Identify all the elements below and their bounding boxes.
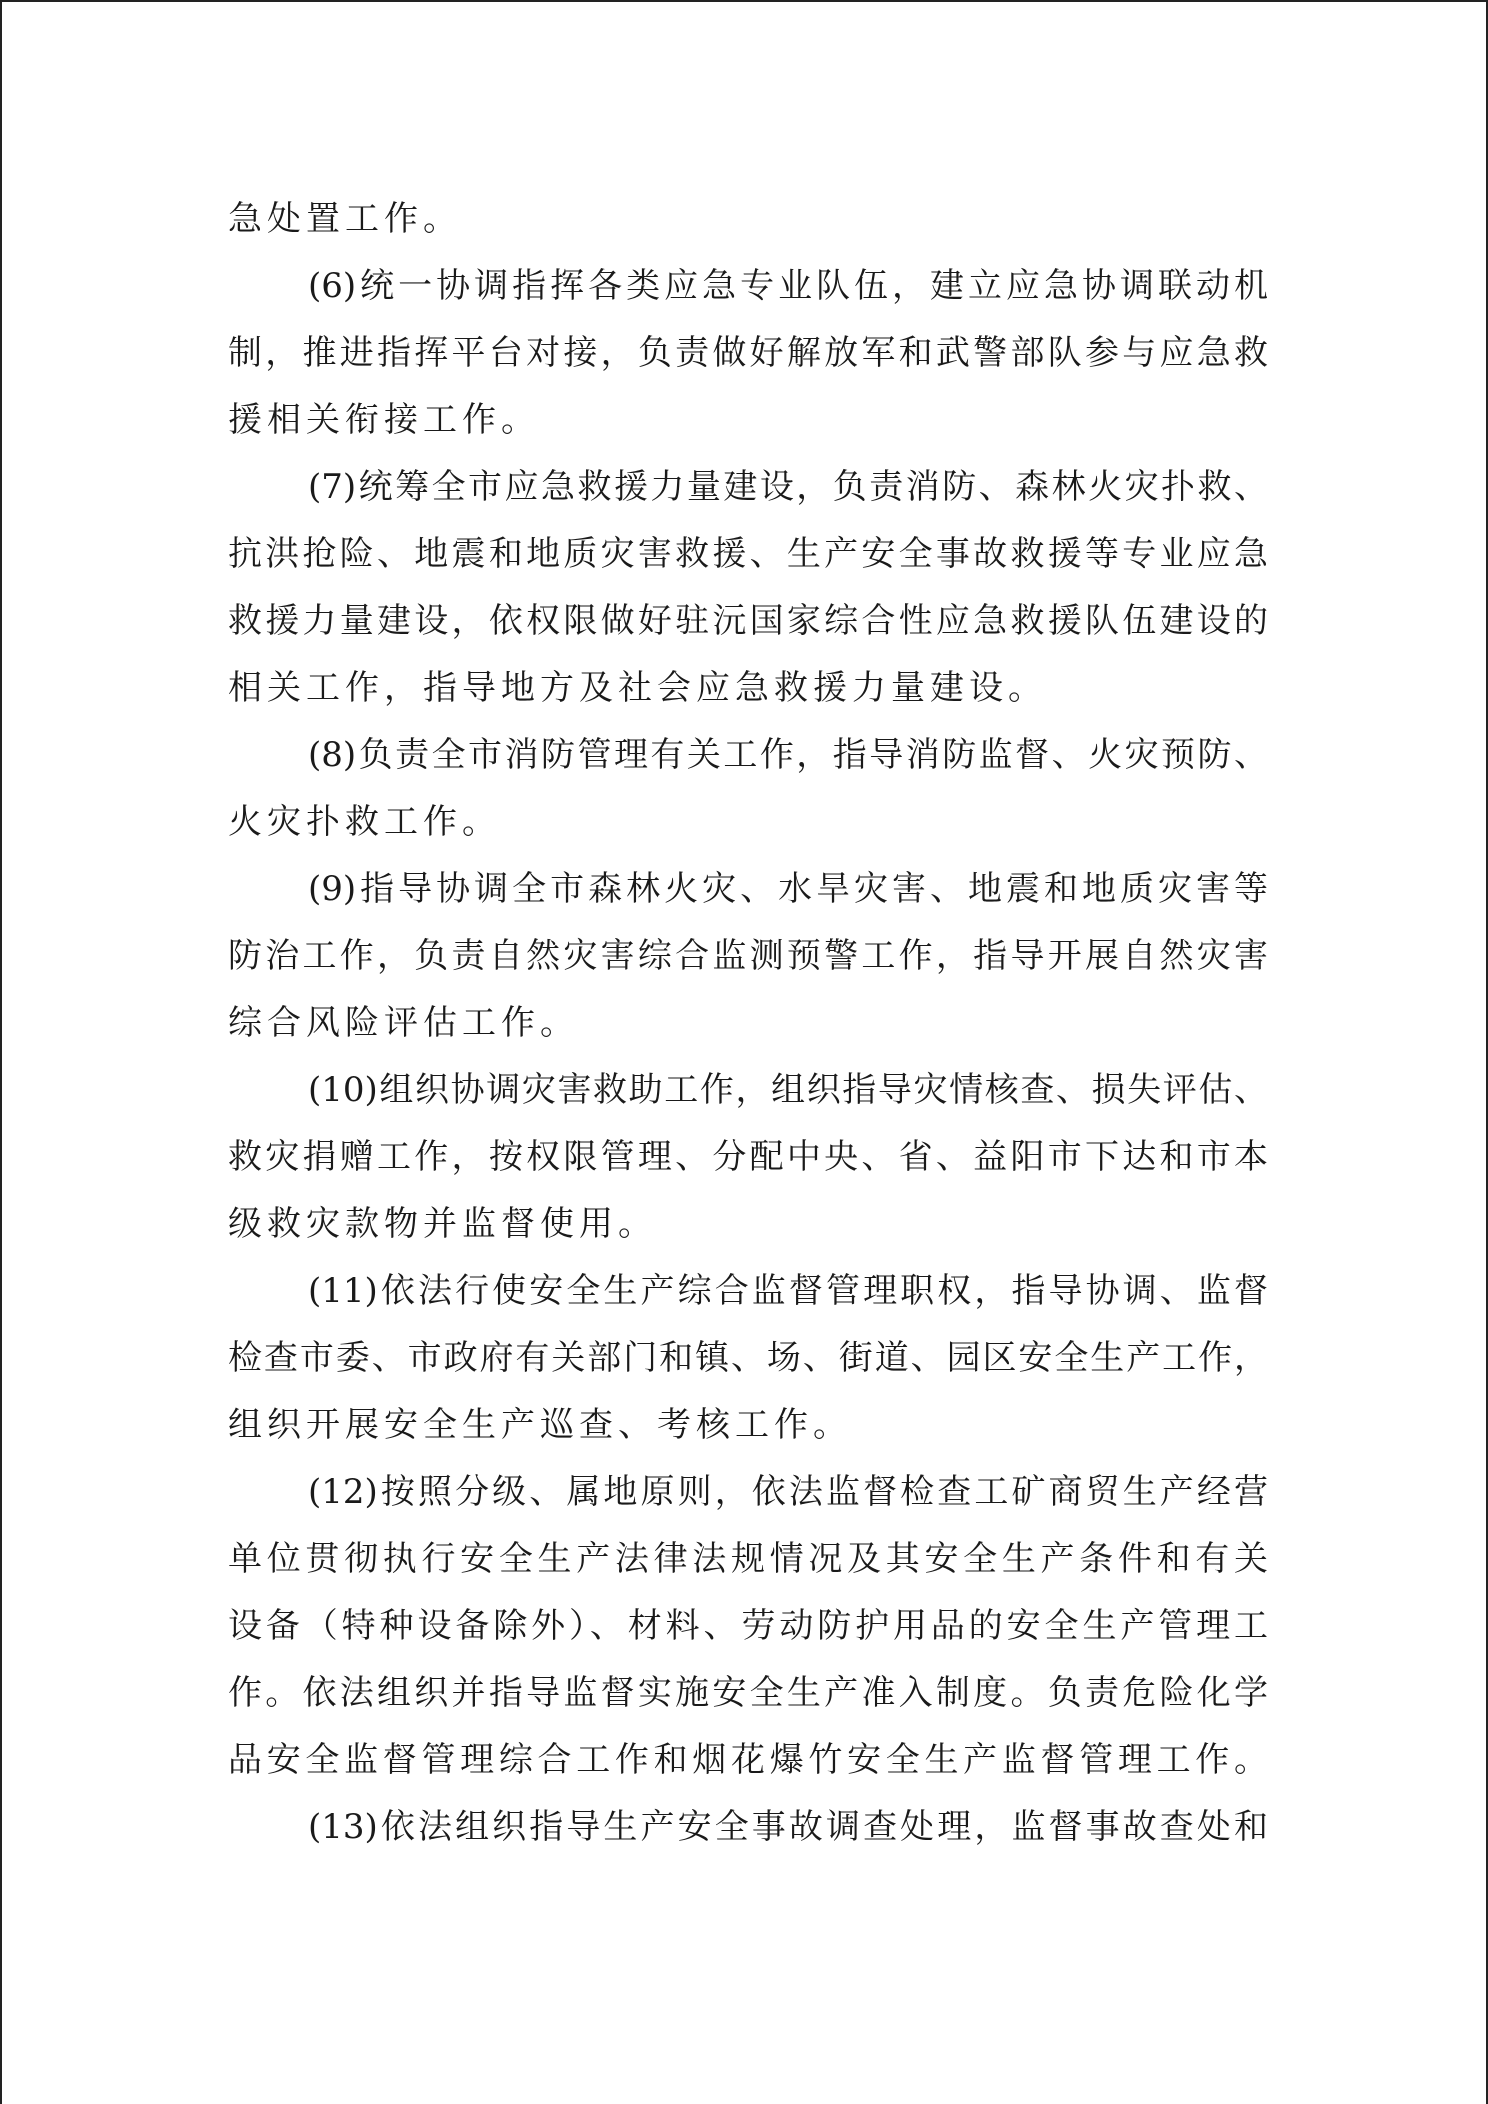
- text-line: 制，推进指挥平台对接，负责做好解放军和武警部队参与应急救: [228, 333, 1268, 373]
- text-line: 检查市委、市政府有关部门和镇、场、街道、园区安全生产工作，: [228, 1338, 1268, 1378]
- document-body: [228, 186, 1268, 1861]
- text-line: (13)依法组织指导生产安全事故调查处理，监督事故查处和: [308, 1807, 1268, 1847]
- text-line: 抗洪抢险、地震和地质灾害救援、生产安全事故救援等专业应急: [228, 534, 1268, 574]
- text-line: 相关工作，指导地方及社会应急救援力量建设。: [228, 668, 1047, 708]
- text-line: 火灾扑救工作。: [228, 802, 501, 842]
- text-line: (7)统筹全市应急救援力量建设，负责消防、森林火灾扑救、: [308, 467, 1268, 507]
- text-line: 援相关衔接工作。: [228, 400, 540, 440]
- text-line: 组织开展安全生产巡查、考核工作。: [228, 1405, 852, 1445]
- text-line: (10)组织协调灾害救助工作，组织指导灾情核查、损失评估、: [308, 1070, 1268, 1110]
- text-line: (6)统一协调指挥各类应急专业队伍，建立应急协调联动机: [308, 266, 1268, 306]
- text-line: 防治工作，负责自然灾害综合监测预警工作，指导开展自然灾害: [228, 936, 1268, 976]
- text-line: (12)按照分级、属地原则，依法监督检查工矿商贸生产经营: [308, 1472, 1268, 1512]
- text-line: 品安全监督管理综合工作和烟花爆竹安全生产监督管理工作。: [228, 1740, 1268, 1780]
- text-line: 急处置工作。: [228, 199, 462, 239]
- text-line: 设备（特种设备除外）、材料、劳动防护用品的安全生产管理工: [228, 1606, 1268, 1646]
- text-line: 综合风险评估工作。: [228, 1003, 579, 1043]
- text-line: (11)依法行使安全生产综合监督管理职权，指导协调、监督: [308, 1271, 1268, 1311]
- text-line: (8)负责全市消防管理有关工作，指导消防监督、火灾预防、: [308, 735, 1268, 775]
- text-line: 级救灾款物并监督使用。: [228, 1204, 657, 1244]
- text-line: 救灾捐赠工作，按权限管理、分配中央、省、益阳市下达和市本: [228, 1137, 1268, 1177]
- text-line: 救援力量建设，依权限做好驻沅国家综合性应急救援队伍建设的: [228, 601, 1268, 641]
- text-line: 作。依法组织并指导监督实施安全生产准入制度。负责危险化学: [228, 1673, 1268, 1713]
- text-line: 单位贯彻执行安全生产法律法规情况及其安全生产条件和有关: [228, 1539, 1268, 1579]
- text-line: (9)指导协调全市森林火灾、水旱灾害、地震和地质灾害等: [308, 869, 1268, 909]
